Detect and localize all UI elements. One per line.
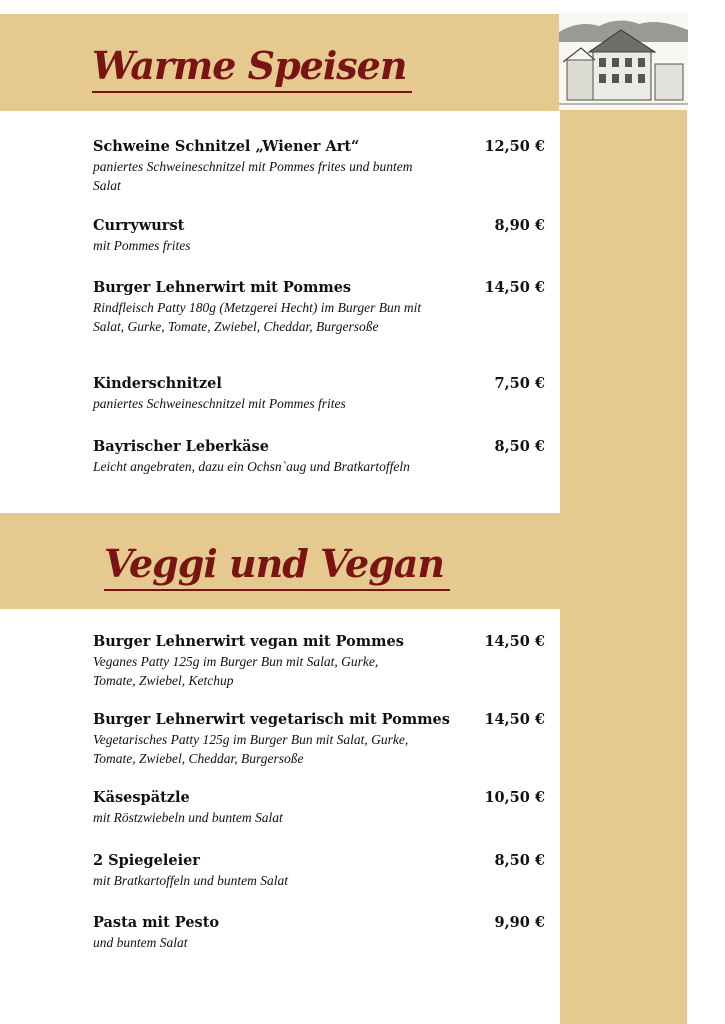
- menu-item: [93, 216, 553, 255]
- menu-item: [93, 374, 553, 413]
- item-description: Veganes Patty 125g im Burger Bun mit Salat, Gurke, Tomate, Zwiebel, Ketchup: [93, 654, 379, 688]
- item-name: Burger Lehnerwirt vegan mit Pommes: [93, 633, 404, 650]
- item-description: Vegetarisches Patty 125g im Burger Bun mit Salat, Gurke, Tomate, Zwiebel, Cheddar, Burgersoße: [93, 732, 409, 766]
- menu-item: [93, 632, 553, 690]
- decorative-side-band: [560, 109, 687, 1024]
- menu-item: [93, 710, 553, 768]
- item-name: Pasta mit Pesto: [93, 914, 220, 931]
- item-price: 14,50 €: [484, 279, 545, 296]
- menu-item: [93, 137, 553, 195]
- item-name: Burger Lehnerwirt mit Pommes: [93, 279, 352, 296]
- menu-item: [93, 788, 553, 827]
- menu-item: [93, 437, 553, 476]
- item-description: mit Röstzwiebeln und buntem Salat: [93, 810, 283, 825]
- item-description: und buntem Salat: [93, 935, 188, 950]
- item-name: Burger Lehnerwirt vegetarisch mit Pommes: [93, 711, 450, 728]
- item-description: Rindfleisch Patty 180g (Metzgerei Hecht) im Burger Bun mit Salat, Gurke, Tomate, Zwiebel, Cheddar, Burgersoße: [93, 300, 422, 334]
- item-price: 8,50 €: [494, 852, 545, 869]
- item-price: 9,90 €: [494, 914, 545, 931]
- item-description: mit Pommes frites: [93, 238, 191, 253]
- item-price: 7,50 €: [494, 375, 545, 392]
- menu-item: [93, 913, 553, 952]
- item-description: paniertes Schweineschnitzel mit Pommes frites und buntem Salat: [93, 159, 413, 193]
- item-name: Bayrischer Leberkäse: [93, 438, 269, 455]
- item-name: Kinderschnitzel: [93, 375, 222, 392]
- house-sketch-icon: [559, 12, 688, 110]
- item-name: 2 Spiegeleier: [93, 852, 200, 869]
- item-price: 14,50 €: [484, 633, 545, 650]
- item-price: 8,90 €: [494, 217, 545, 234]
- item-description: Leicht angebraten, dazu ein Ochsn`aug und Bratkartoffeln: [93, 459, 410, 474]
- item-description: paniertes Schweineschnitzel mit Pommes frites: [93, 396, 346, 411]
- item-name: Käsespätzle: [93, 789, 190, 806]
- section-title-warme-speisen: Warme Speisen: [92, 43, 407, 88]
- item-name: Schweine Schnitzel „Wiener Art“: [93, 138, 360, 155]
- section-title-veggi-vegan: Veggi und Vegan: [104, 541, 445, 586]
- item-name: Currywurst: [93, 217, 185, 234]
- item-price: 14,50 €: [484, 711, 545, 728]
- menu-item: [93, 851, 553, 890]
- item-price: 8,50 €: [494, 438, 545, 455]
- item-price: 12,50 €: [484, 138, 545, 155]
- item-price: 10,50 €: [484, 789, 545, 806]
- menu-item: [93, 278, 553, 336]
- item-description: mit Bratkartoffeln und buntem Salat: [93, 873, 288, 888]
